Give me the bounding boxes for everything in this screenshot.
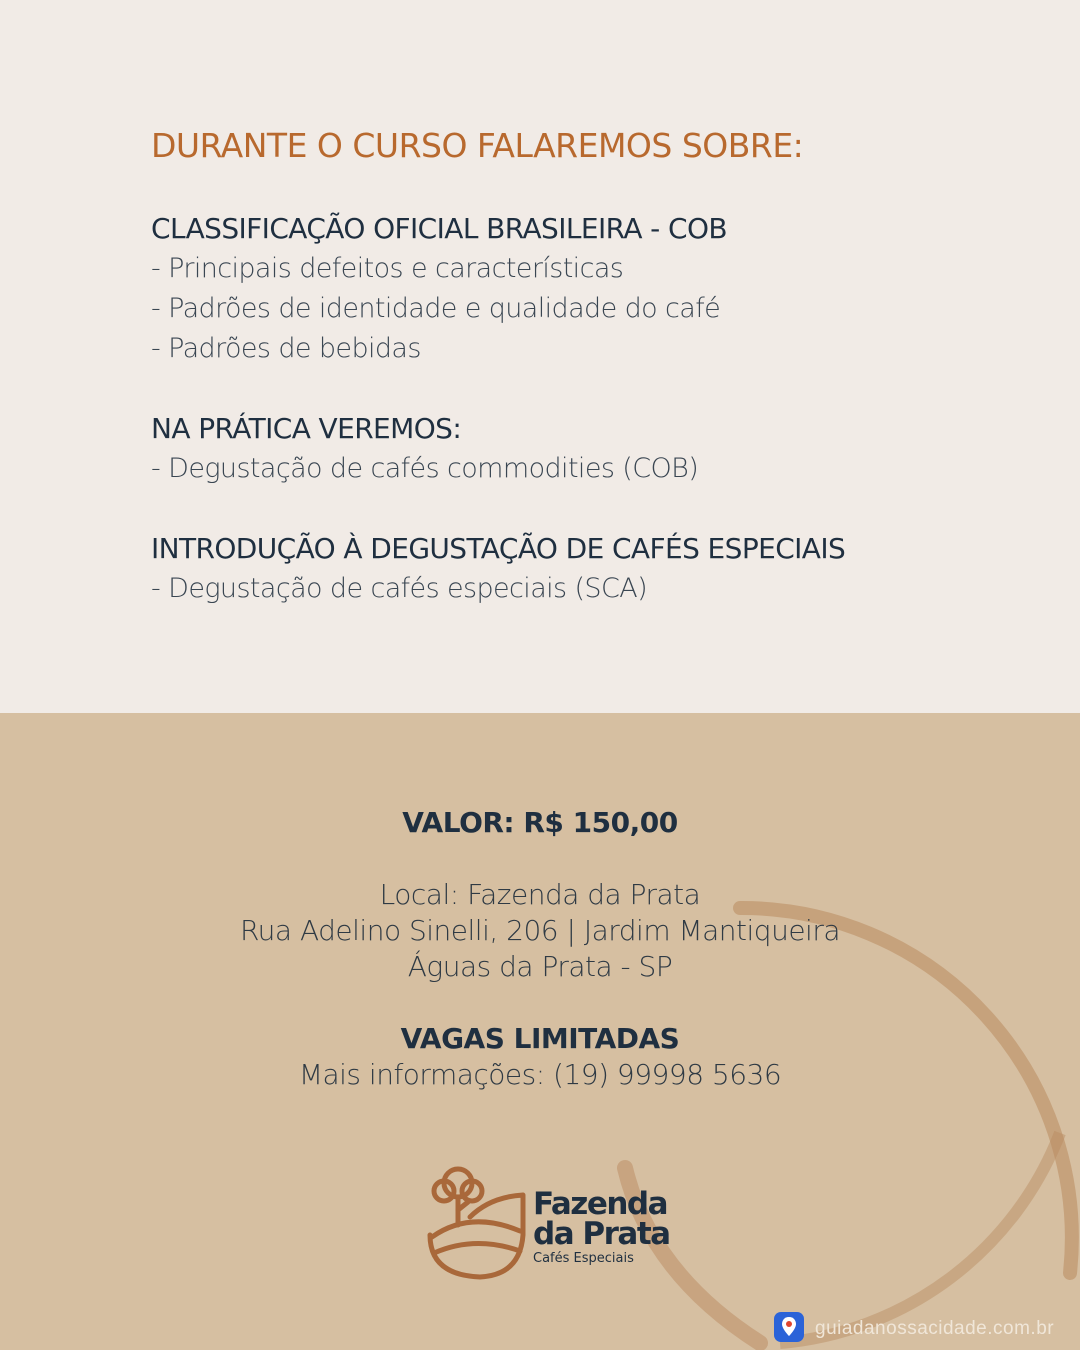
list-item: - Degustação de cafés commodities (COB) <box>151 453 699 484</box>
section-title-practice: NA PRÁTICA VEREMOS: <box>151 412 462 445</box>
watermark-text: guiadanossacidade.com.br <box>815 1318 1055 1339</box>
list-item: - Padrões de identidade e qualidade do café <box>151 293 721 324</box>
logo-name-line1: Fazenda <box>533 1186 668 1222</box>
city-line: Águas da Prata - SP <box>407 950 673 983</box>
address-line: Rua Adelino Sinelli, 206 | Jardim Mantiqueira <box>239 914 841 947</box>
section-title-intro: INTRODUÇÃO À DEGUSTAÇÃO DE CAFÉS ESPECIAIS <box>151 532 846 565</box>
list-item: - Principais defeitos e características <box>151 253 624 284</box>
farm-logo-icon <box>420 1155 530 1285</box>
price-label: VALOR: R$ 150,00 <box>402 806 678 839</box>
course-heading: DURANTE O CURSO FALAREMOS SOBRE: <box>151 126 804 165</box>
section-title-cob: CLASSIFICAÇÃO OFICIAL BRASILEIRA - COB <box>151 212 727 245</box>
list-item: - Padrões de bebidas <box>151 333 421 364</box>
location-label: Local: Fazenda da Prata <box>379 878 701 911</box>
list-item: - Degustação de cafés especiais (SCA) <box>151 573 648 604</box>
contact-info: Mais informações: (19) 99998 5636 <box>298 1058 782 1091</box>
vacancies-label: VAGAS LIMITADAS <box>400 1022 680 1055</box>
logo-name-line2: da Prata <box>533 1216 670 1252</box>
logo-tagline: Cafés Especiais <box>533 1251 634 1266</box>
map-pin-icon <box>774 1312 804 1342</box>
